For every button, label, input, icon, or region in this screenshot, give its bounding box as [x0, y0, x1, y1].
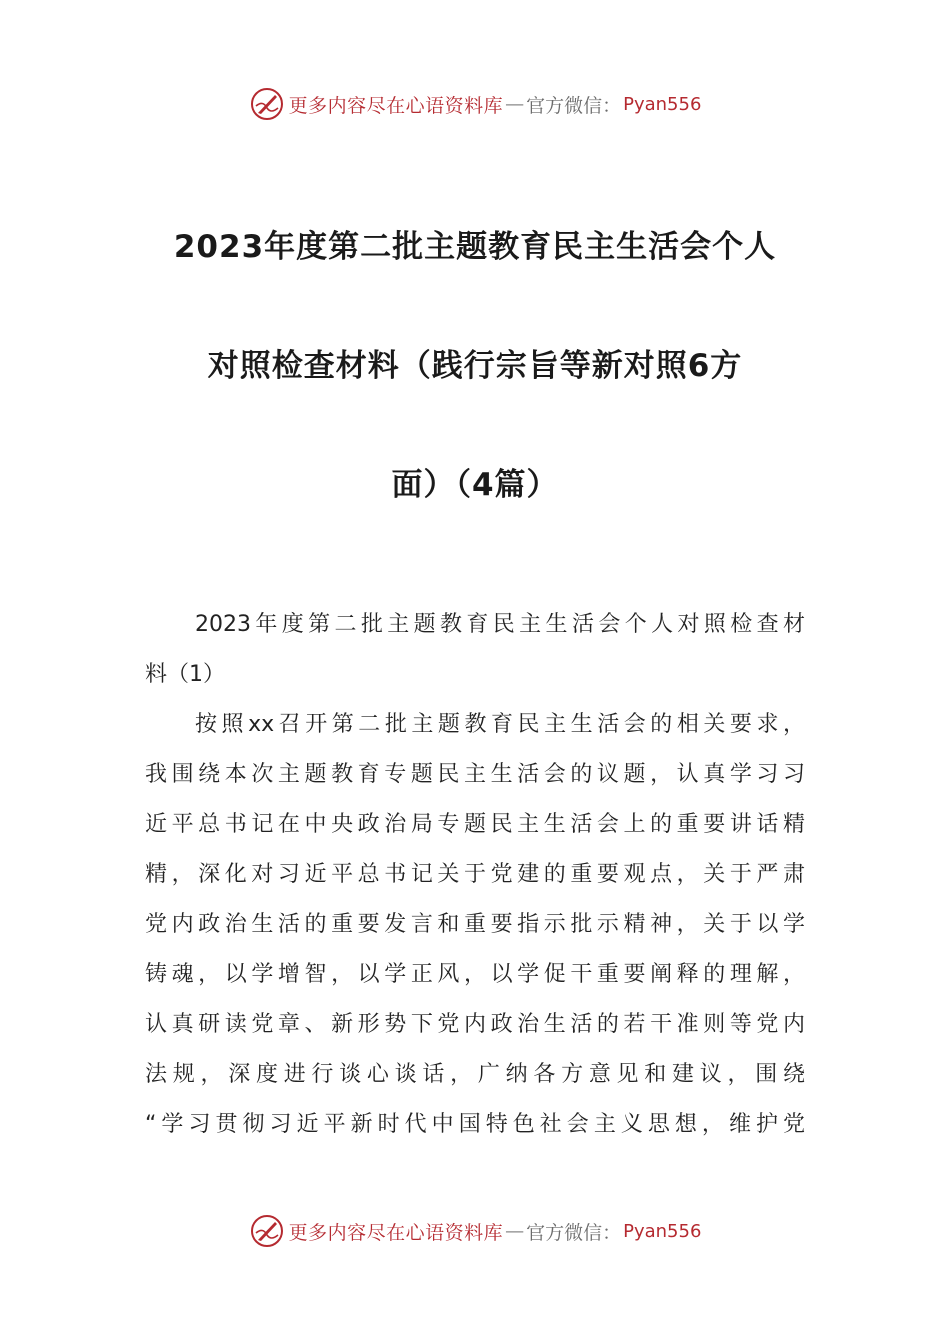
watermark-main-text: 更多内容尽在心语资料库	[288, 94, 504, 117]
body-line: 精，深化对习近平总书记关于党建的重要观点，关于严肃	[145, 862, 805, 887]
document-body	[145, 600, 805, 1150]
title-line: 对照检查材料（践行宗旨等新对照6方	[207, 348, 743, 384]
title-line: 2023年度第二批主题教育民主生活会个人	[173, 229, 777, 265]
watermark-main-text: 更多内容尽在心语资料库	[288, 1221, 504, 1244]
quill-logo-icon	[249, 86, 285, 122]
watermark-label: 官方微信：	[526, 94, 622, 117]
body-line: 近平总书记在中央政治局专题民主生活会上的重要讲话精	[145, 812, 805, 837]
watermark-label: 官方微信：	[526, 1221, 622, 1244]
body-line: 铸魂，以学增智，以学正风，以学促干重要阐释的理解，	[145, 962, 805, 987]
body-line: 2023年度第二批主题教育民主生活会个人对照检查材	[195, 612, 805, 637]
quill-logo-icon	[249, 1213, 285, 1249]
body-line: 认真研读党章、新形势下党内政治生活的若干准则等党内	[145, 1012, 805, 1037]
body-line: “学习贯彻习近平新时代中国特色社会主义思想，维护党	[145, 1112, 805, 1137]
body-line: 法规，深度进行谈心谈话，广纳各方意见和建议，围绕	[145, 1062, 805, 1087]
footer-watermark	[0, 1211, 950, 1251]
watermark-wechat-id: Pyan556	[623, 1220, 702, 1242]
body-line: 我围绕本次主题教育专题民主生活会的议题，认真学习习	[145, 762, 805, 787]
header-watermark	[0, 84, 950, 124]
watermark-dash: —	[505, 93, 525, 115]
title-line: 面）（4篇）	[391, 467, 559, 503]
watermark-dash: —	[505, 1220, 525, 1242]
body-line: 党内政治生活的重要发言和重要指示批示精神，关于以学	[145, 912, 805, 937]
watermark-wechat-id: Pyan556	[623, 93, 702, 115]
body-line: 按照xx召开第二批主题教育民主生活会的相关要求，	[195, 712, 805, 737]
body-line: 料（1）	[145, 662, 225, 687]
document-title	[120, 216, 830, 573]
